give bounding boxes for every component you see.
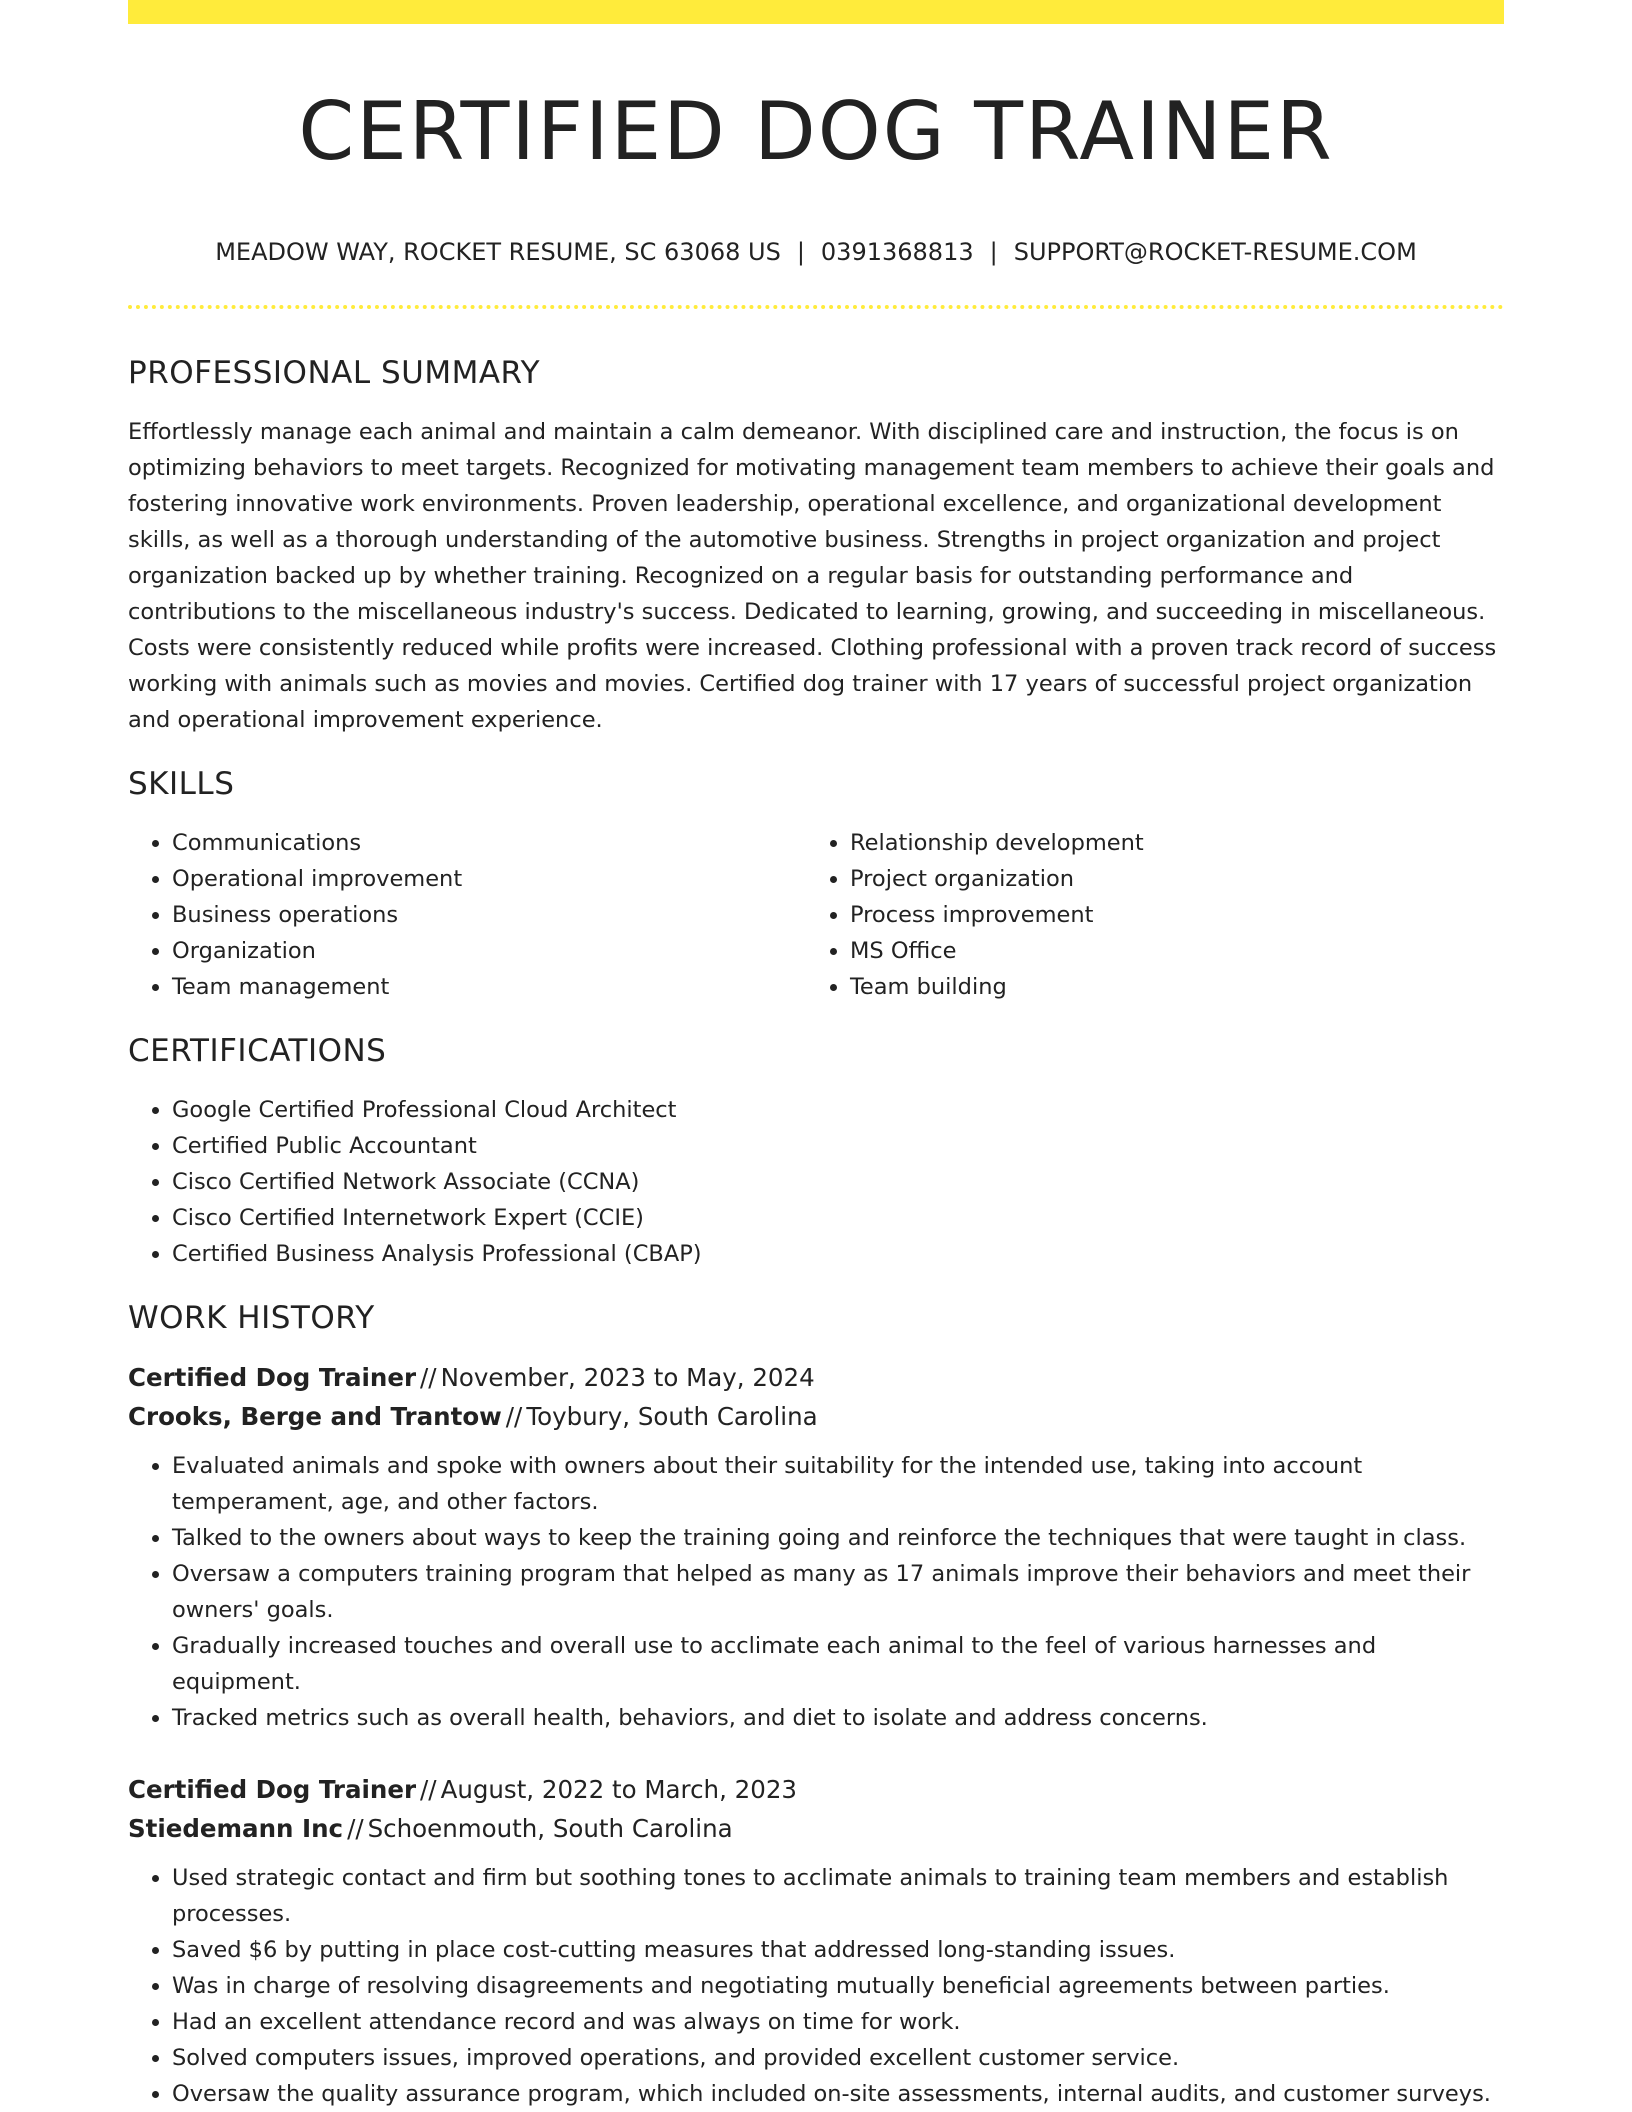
job-entry (128, 1358, 1504, 1736)
skill-item: • Communications (172, 825, 806, 861)
skill-item: • Organization (172, 933, 806, 969)
certifications-heading: CERTIFICATIONS (128, 1033, 387, 1070)
job-role: Certified Dog Trainer (128, 1774, 417, 1804)
certification-item: • Cisco Certified Internetwork Expert (CCIE) (172, 1200, 1504, 1236)
job-entry (128, 1770, 1504, 2112)
skills-column-right (806, 825, 1484, 1005)
work-history-heading: WORK HISTORY (128, 1300, 375, 1337)
skill-item: • Operational improvement (172, 861, 806, 897)
skill-item: • Team building (850, 969, 1484, 1005)
job-location: Toybury, South Carolina (526, 1401, 818, 1431)
job-bullet: • Had an excellent attendance record and was always on time for work. (172, 2004, 1504, 2040)
resume-page (128, 0, 1504, 2112)
top-accent-bar (128, 0, 1504, 24)
summary-heading: PROFESSIONAL SUMMARY (128, 354, 541, 391)
job-bullet: • Saved $6 by putting in place cost-cutting measures that addressed long-standing issues. (172, 1932, 1504, 1968)
job-separator: // (505, 1401, 523, 1431)
contact-address: MEADOW WAY, ROCKET RESUME, SC 63068 US (215, 238, 781, 266)
job-title-line (128, 1770, 1504, 1809)
certification-item: • Cisco Certified Network Associate (CCNA) (172, 1164, 1504, 1200)
job-bullet: • Talked to the owners about ways to keep the training going and reinforce the techniques that were taught in class. (172, 1520, 1504, 1556)
job-company: Stiedemann Inc (128, 1813, 344, 1843)
skills-column-left (128, 825, 806, 1005)
job-bullet: • Used strategic contact and firm but soothing tones to acclimate animals to training team members and establish processes. (172, 1860, 1504, 1932)
job-bullet: • Solved computers issues, improved operations, and provided excellent customer service. (172, 2040, 1504, 2076)
job-company: Crooks, Berge and Trantow (128, 1401, 502, 1431)
skills-heading: SKILLS (128, 765, 235, 802)
job-company-line (128, 1397, 1504, 1436)
job-separator: // (347, 1813, 364, 1843)
job-title-line (128, 1358, 1504, 1397)
contact-phone: 0391368813 (820, 238, 974, 266)
job-bullet: • Oversaw the quality assurance program, which included on-site assessments, internal audits, and customer surveys. (172, 2076, 1504, 2112)
contact-separator: | (989, 238, 998, 266)
job-bullet: • Tracked metrics such as overall health, behaviors, and diet to isolate and address concerns. (172, 1700, 1504, 1736)
job-bullet-list (128, 1860, 1504, 2112)
job-dates: August, 2022 to March, 2023 (440, 1774, 798, 1804)
contact-line (128, 238, 1504, 267)
certification-item: • Certified Public Accountant (172, 1128, 1504, 1164)
job-company-line (128, 1809, 1504, 1848)
skill-item: • Business operations (172, 897, 806, 933)
certification-item: • Google Certified Professional Cloud Architect (172, 1092, 1504, 1128)
skills-list (128, 825, 1504, 1005)
job-bullet-list (128, 1448, 1504, 1736)
certification-item: • Certified Business Analysis Professional (CBAP) (172, 1236, 1504, 1272)
job-bullet: • Gradually increased touches and overall use to acclimate each animal to the feel of various harnesses and equipment. (172, 1628, 1504, 1700)
contact-separator: | (796, 238, 805, 266)
resume-title: CERTIFIED DOG TRAINER (298, 85, 1334, 178)
job-dates: November, 2023 to May, 2024 (440, 1362, 815, 1392)
skill-item: • Relationship development (850, 825, 1484, 861)
contact-email: SUPPORT@ROCKET-RESUME.COM (1013, 238, 1417, 266)
certifications-list (128, 1092, 1504, 1272)
skill-item: • Process improvement (850, 897, 1484, 933)
job-bullet: • Oversaw a computers training program that helped as many as 17 animals improve their behaviors and meet their owners' goals. (172, 1556, 1504, 1628)
job-separator: // (420, 1774, 437, 1804)
job-bullet: • Evaluated animals and spoke with owners about their suitability for the intended use, taking into account temperament, age, and other factors. (172, 1448, 1504, 1520)
skill-item: • Project organization (850, 861, 1484, 897)
skill-item: • Team management (172, 969, 806, 1005)
job-role: Certified Dog Trainer (128, 1362, 417, 1392)
job-separator: // (420, 1362, 437, 1392)
skill-item: • MS Office (850, 933, 1484, 969)
job-bullet: • Was in charge of resolving disagreements and negotiating mutually beneficial agreements between parties. (172, 1968, 1504, 2004)
header-divider (128, 305, 1504, 309)
job-location: Schoenmouth, South Carolina (367, 1813, 733, 1843)
summary-text: Effortlessly manage each animal and maintain a calm demeanor. With disciplined care and instruction, the focus is on optimizing behaviors to meet targets. Recognized for motivating management team members to achieve their goals and fostering innovative work environments. Proven leadership, operational excellence, and organizational development skills, as well as a thorough understanding of the automotive business. Strengths in project organization and project organization backed up by whether training. Recognized on a regular basis for outstanding performance and contributions to the miscellaneous industry's success. Dedicated to learning, growing, and succeeding in miscellaneous. Costs were consistently reduced while profits were increased. Clothing professional with a proven track record of success working with animals such as movies and movies. Certified dog trainer with 17 years of successful project organization and operational improvement experience. (128, 418, 1497, 733)
